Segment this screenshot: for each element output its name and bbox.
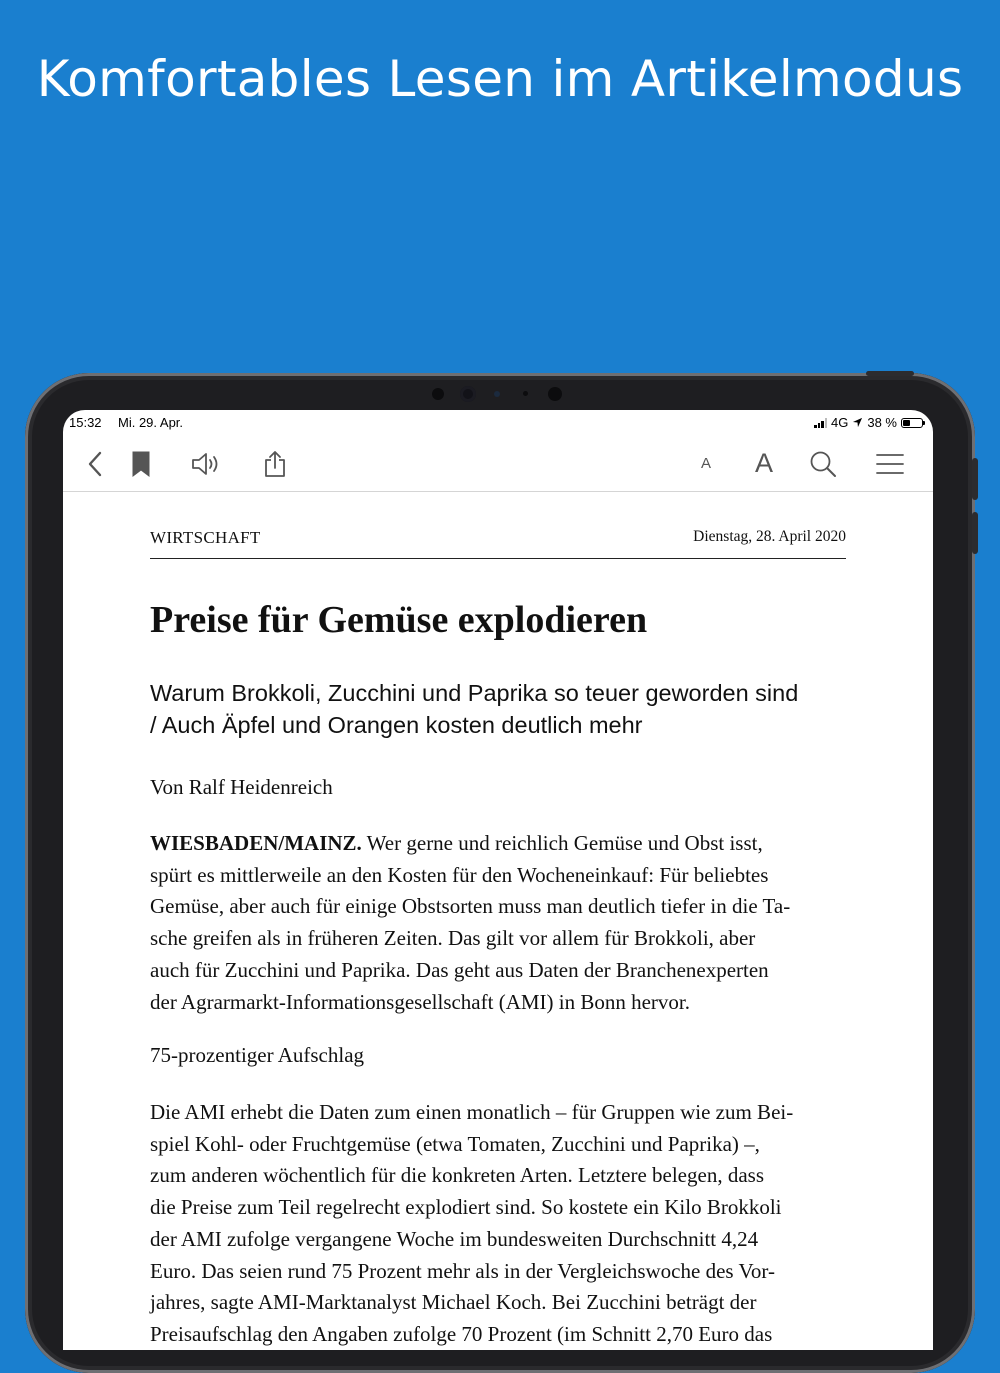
- paragraph-line: zum anderen wöchentlich für die konkreten Arten. Letztere belegen, dass: [150, 1163, 764, 1188]
- reader-toolbar: [63, 436, 933, 492]
- status-indicators: [814, 415, 923, 430]
- increase-font-button[interactable]: [746, 436, 782, 491]
- menu-icon: [876, 453, 904, 475]
- increase-font-label: A: [754, 448, 773, 478]
- article-subheading: 75-prozentiger Aufschlag: [150, 1043, 365, 1067]
- menu-button[interactable]: [870, 436, 910, 491]
- article-paragraph: [150, 828, 846, 1018]
- bookmark-icon: [131, 451, 151, 477]
- paragraph-line: spürt es mittlerweile an den Kosten für den Wocheneinkauf: Für beliebtes: [150, 862, 769, 887]
- article-author: Von Ralf Heidenreich: [150, 775, 333, 799]
- volume-button-lower: [972, 512, 978, 554]
- promo-headline: Komfortables Lesen im Artikelmodus: [36, 50, 964, 108]
- decrease-font-label: A: [700, 455, 711, 472]
- paragraph-line: [150, 828, 846, 860]
- paragraph-line: spiel Kohl- oder Fruchtgemüse (etwa Tomaten, Zucchini und Paprika) –,: [150, 1131, 760, 1156]
- article-header: [150, 528, 846, 559]
- share-icon: [263, 450, 287, 478]
- front-camera: [460, 386, 476, 402]
- sensor-dot-right: [548, 387, 562, 401]
- location-arrow-icon: [852, 417, 863, 428]
- subtitle-line: / Auch Äpfel und Orangen kosten deutlich mehr: [150, 712, 643, 738]
- sensor-dot: [432, 388, 444, 400]
- paragraph-line: auch für Zucchini und Paprika. Das geht aus Daten der Branchenexperten: [150, 957, 769, 982]
- status-time: 15:32: [69, 415, 102, 430]
- signal-icon: [814, 418, 827, 428]
- share-button[interactable]: [255, 436, 295, 491]
- article-dateline: WIESBADEN/MAINZ.: [150, 831, 362, 855]
- paragraph-line: sche greifen als in früheren Zeiten. Das gilt vor allem für Brokkoli, aber: [150, 926, 756, 951]
- paragraph-line-text: Wer gerne und reichlich Gemüse und Obst isst,: [361, 831, 763, 855]
- subtitle-line: Warum Brokkoli, Zucchini und Paprika so teuer geworden sind: [150, 680, 799, 706]
- paragraph-line: die Preise zum Teil regelrecht explodiert sind. So kostete ein Kilo Brokkoli: [150, 1195, 782, 1220]
- paragraph-line: jahres, sagte AMI-Marktanalyst Michael Koch. Bei Zucchini beträgt der: [150, 1290, 757, 1315]
- speaker-icon: [191, 451, 223, 477]
- status-date: Mi. 29. Apr.: [118, 415, 184, 430]
- article-date: Dienstag, 28. April 2020: [693, 528, 846, 545]
- sensor-dot-small: [523, 391, 528, 396]
- decrease-font-button[interactable]: [691, 436, 721, 491]
- battery-icon: [901, 418, 923, 428]
- search-button[interactable]: [803, 436, 843, 491]
- battery-percent: 38 %: [867, 415, 897, 430]
- volume-button: [972, 458, 978, 500]
- top-button: [866, 371, 914, 376]
- app-screen: [63, 410, 933, 1350]
- camera-sensor-bar: [430, 385, 570, 403]
- article-subtitle: [150, 677, 846, 741]
- paragraph-line: Gemüse, aber auch für einige Obstsorten muss man deutlich tiefer in die Ta-: [150, 894, 791, 919]
- bookmark-button[interactable]: [121, 436, 161, 491]
- network-type: 4G: [831, 415, 849, 430]
- paragraph-line: der Agrarmarkt-Informationsgesellschaft (AMI) in Bonn hervor.: [150, 989, 691, 1014]
- status-bar: [63, 410, 933, 436]
- sensor-light: [494, 391, 500, 397]
- article-paragraph: [150, 1097, 846, 1350]
- paragraph-line: der AMI zufolge vergangene Woche im bundesweiten Durchschnitt 4,24: [150, 1226, 759, 1251]
- article-title: Preise für Gemüse explodieren: [150, 599, 648, 641]
- article-section: WIRTSCHAFT: [150, 528, 261, 547]
- search-icon: [809, 450, 837, 478]
- paragraph-line: Euro. Das seien rund 75 Prozent mehr als in der Vergleichswoche des Vor-: [150, 1258, 775, 1283]
- back-icon: [87, 451, 103, 477]
- paragraph-line: Die AMI erhebt die Daten zum einen monatlich – für Gruppen wie zum Bei-: [150, 1100, 794, 1124]
- read-aloud-button[interactable]: [187, 436, 227, 491]
- paragraph-line: Preisaufschlag den Angaben zufolge 70 Prozent (im Schnitt 2,70 Euro das: [150, 1321, 773, 1346]
- back-button[interactable]: [73, 436, 117, 491]
